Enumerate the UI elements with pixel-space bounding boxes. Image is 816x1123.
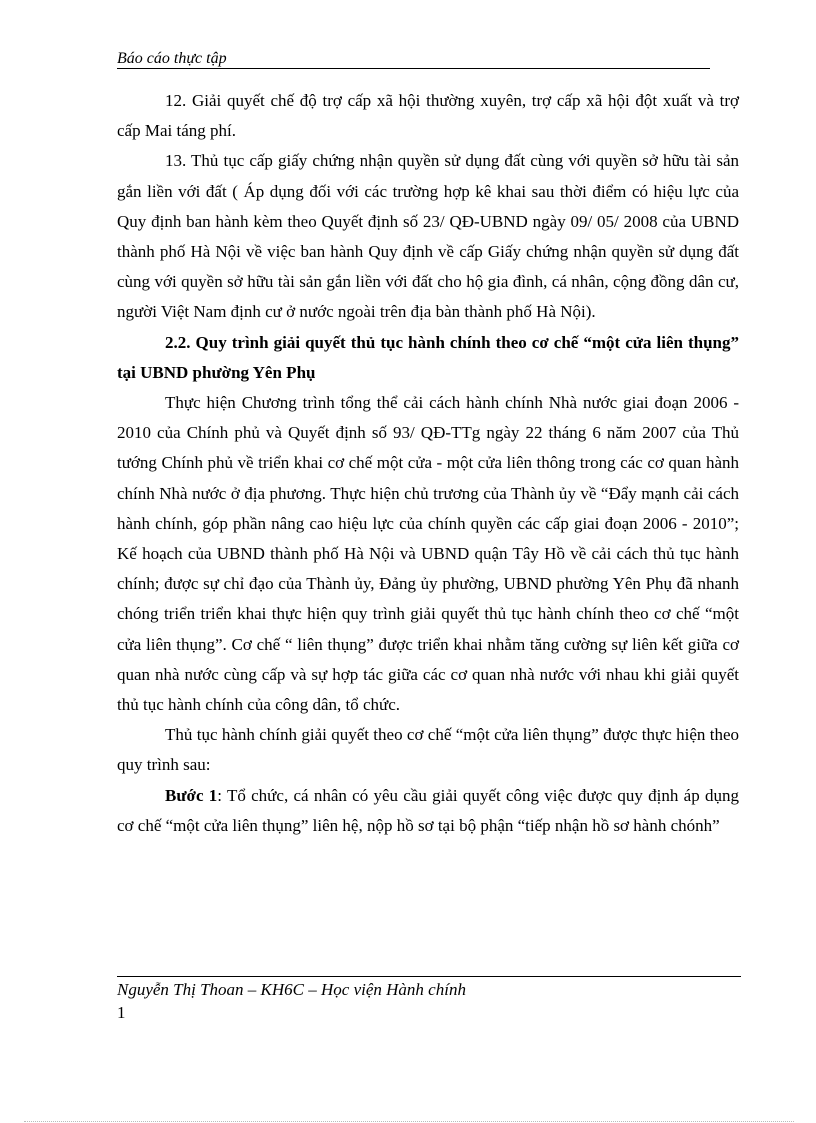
page-number: 1 xyxy=(117,1003,126,1022)
page-bottom-border xyxy=(24,1121,794,1122)
document-body xyxy=(117,86,739,841)
paragraph-item-12: 12. Giải quyết chế độ trợ cấp xã hội thường xuyên, trợ cấp xã hội đột xuất và trợ cấp Mai táng phí. xyxy=(117,91,739,141)
paragraph-item-13: 13. Thủ tục cấp giấy chứng nhận quyền sử dụng đất cùng với quyền sở hữu tài sản gắn liền với đất ( Áp dụng đối với các trường hợp kê khai sau thời điểm có hiệu lực của Quy định ban hành kèm theo Quyết định số 23/ QĐ-UBND ngày 09/ 05/ 2008 của UBND thành phố Hà Nội về việc ban hành Quy định về cấp Giấy chứng nhận quyền sử dụng đất cùng với quyền sở hữu tài sản gắn liền với đất cho hộ gia đình, cá nhân, cộng đồng dân cư, người Việt Nam định cư ở nước ngoài trên địa bàn thành phố Hà Nội). xyxy=(117,151,739,322)
footer-author: Nguyễn Thị Thoan – KH6C – Học viện Hành chính xyxy=(117,980,466,999)
header-title: Báo cáo thực tập xyxy=(117,50,227,67)
step-1-text: : Tổ chức, cá nhân có yêu cầu giải quyết công việc được quy định áp dụng cơ chế “một cửa liên thụng” liên hệ, nộp hồ sơ tại bộ phận “tiếp nhận hồ sơ hành chónh” xyxy=(117,785,740,835)
footer-divider xyxy=(117,976,741,977)
step-1-label: Bước 1 xyxy=(165,785,218,805)
paragraph-implementation: Thực hiện Chương trình tổng thể cải cách hành chính Nhà nước giai đoạn 2006 - 2010 của Chính phủ và Quyết định số 93/ QĐ-TTg ngày 22 tháng 6 năm 2007 của Thủ tướng Chính phủ về triển khai cơ chế một cửa - một cửa liên thông trong các cơ quan hành chính Nhà nước ở địa phương. Thực hiện chủ trương của Thành ủy về “Đẩy mạnh cải cách hành chính, góp phần nâng cao hiệu lực của chính quyền các cấp giai đoạn 2006 - 2010”; Kế hoạch của UBND thành phố Hà Nội và UBND quận Tây Hồ về cải cách thủ tục hành chính; được sự chỉ đạo của Thành ủy, Đảng ủy phường, UBND phường Yên Phụ đã nhanh chóng triển triển khai thực hiện quy trình giải quyết thủ tục hành chính theo cơ chế “một cửa liên thụng”. Cơ chế “ liên thụng” được triển khai nhằm tăng cường sự liên kết giữa cơ quan nhà nước cùng cấp và sự hợp tác giữa các cơ quan nhà nước với nhau khi giải quyết thủ tục hành chính của công dân, tổ chức. xyxy=(117,393,739,715)
header-divider xyxy=(117,68,710,69)
paragraph-procedure-intro: Thủ tục hành chính giải quyết theo cơ chế “một cửa liên thụng” được thực hiện theo quy trình sau: xyxy=(117,725,739,775)
paragraph-step-1 xyxy=(117,781,739,841)
section-heading: 2.2. Quy trình giải quyết thủ tục hành chính theo cơ chế “một cửa liên thụng” tại UBND phường Yên Phụ xyxy=(117,332,739,382)
